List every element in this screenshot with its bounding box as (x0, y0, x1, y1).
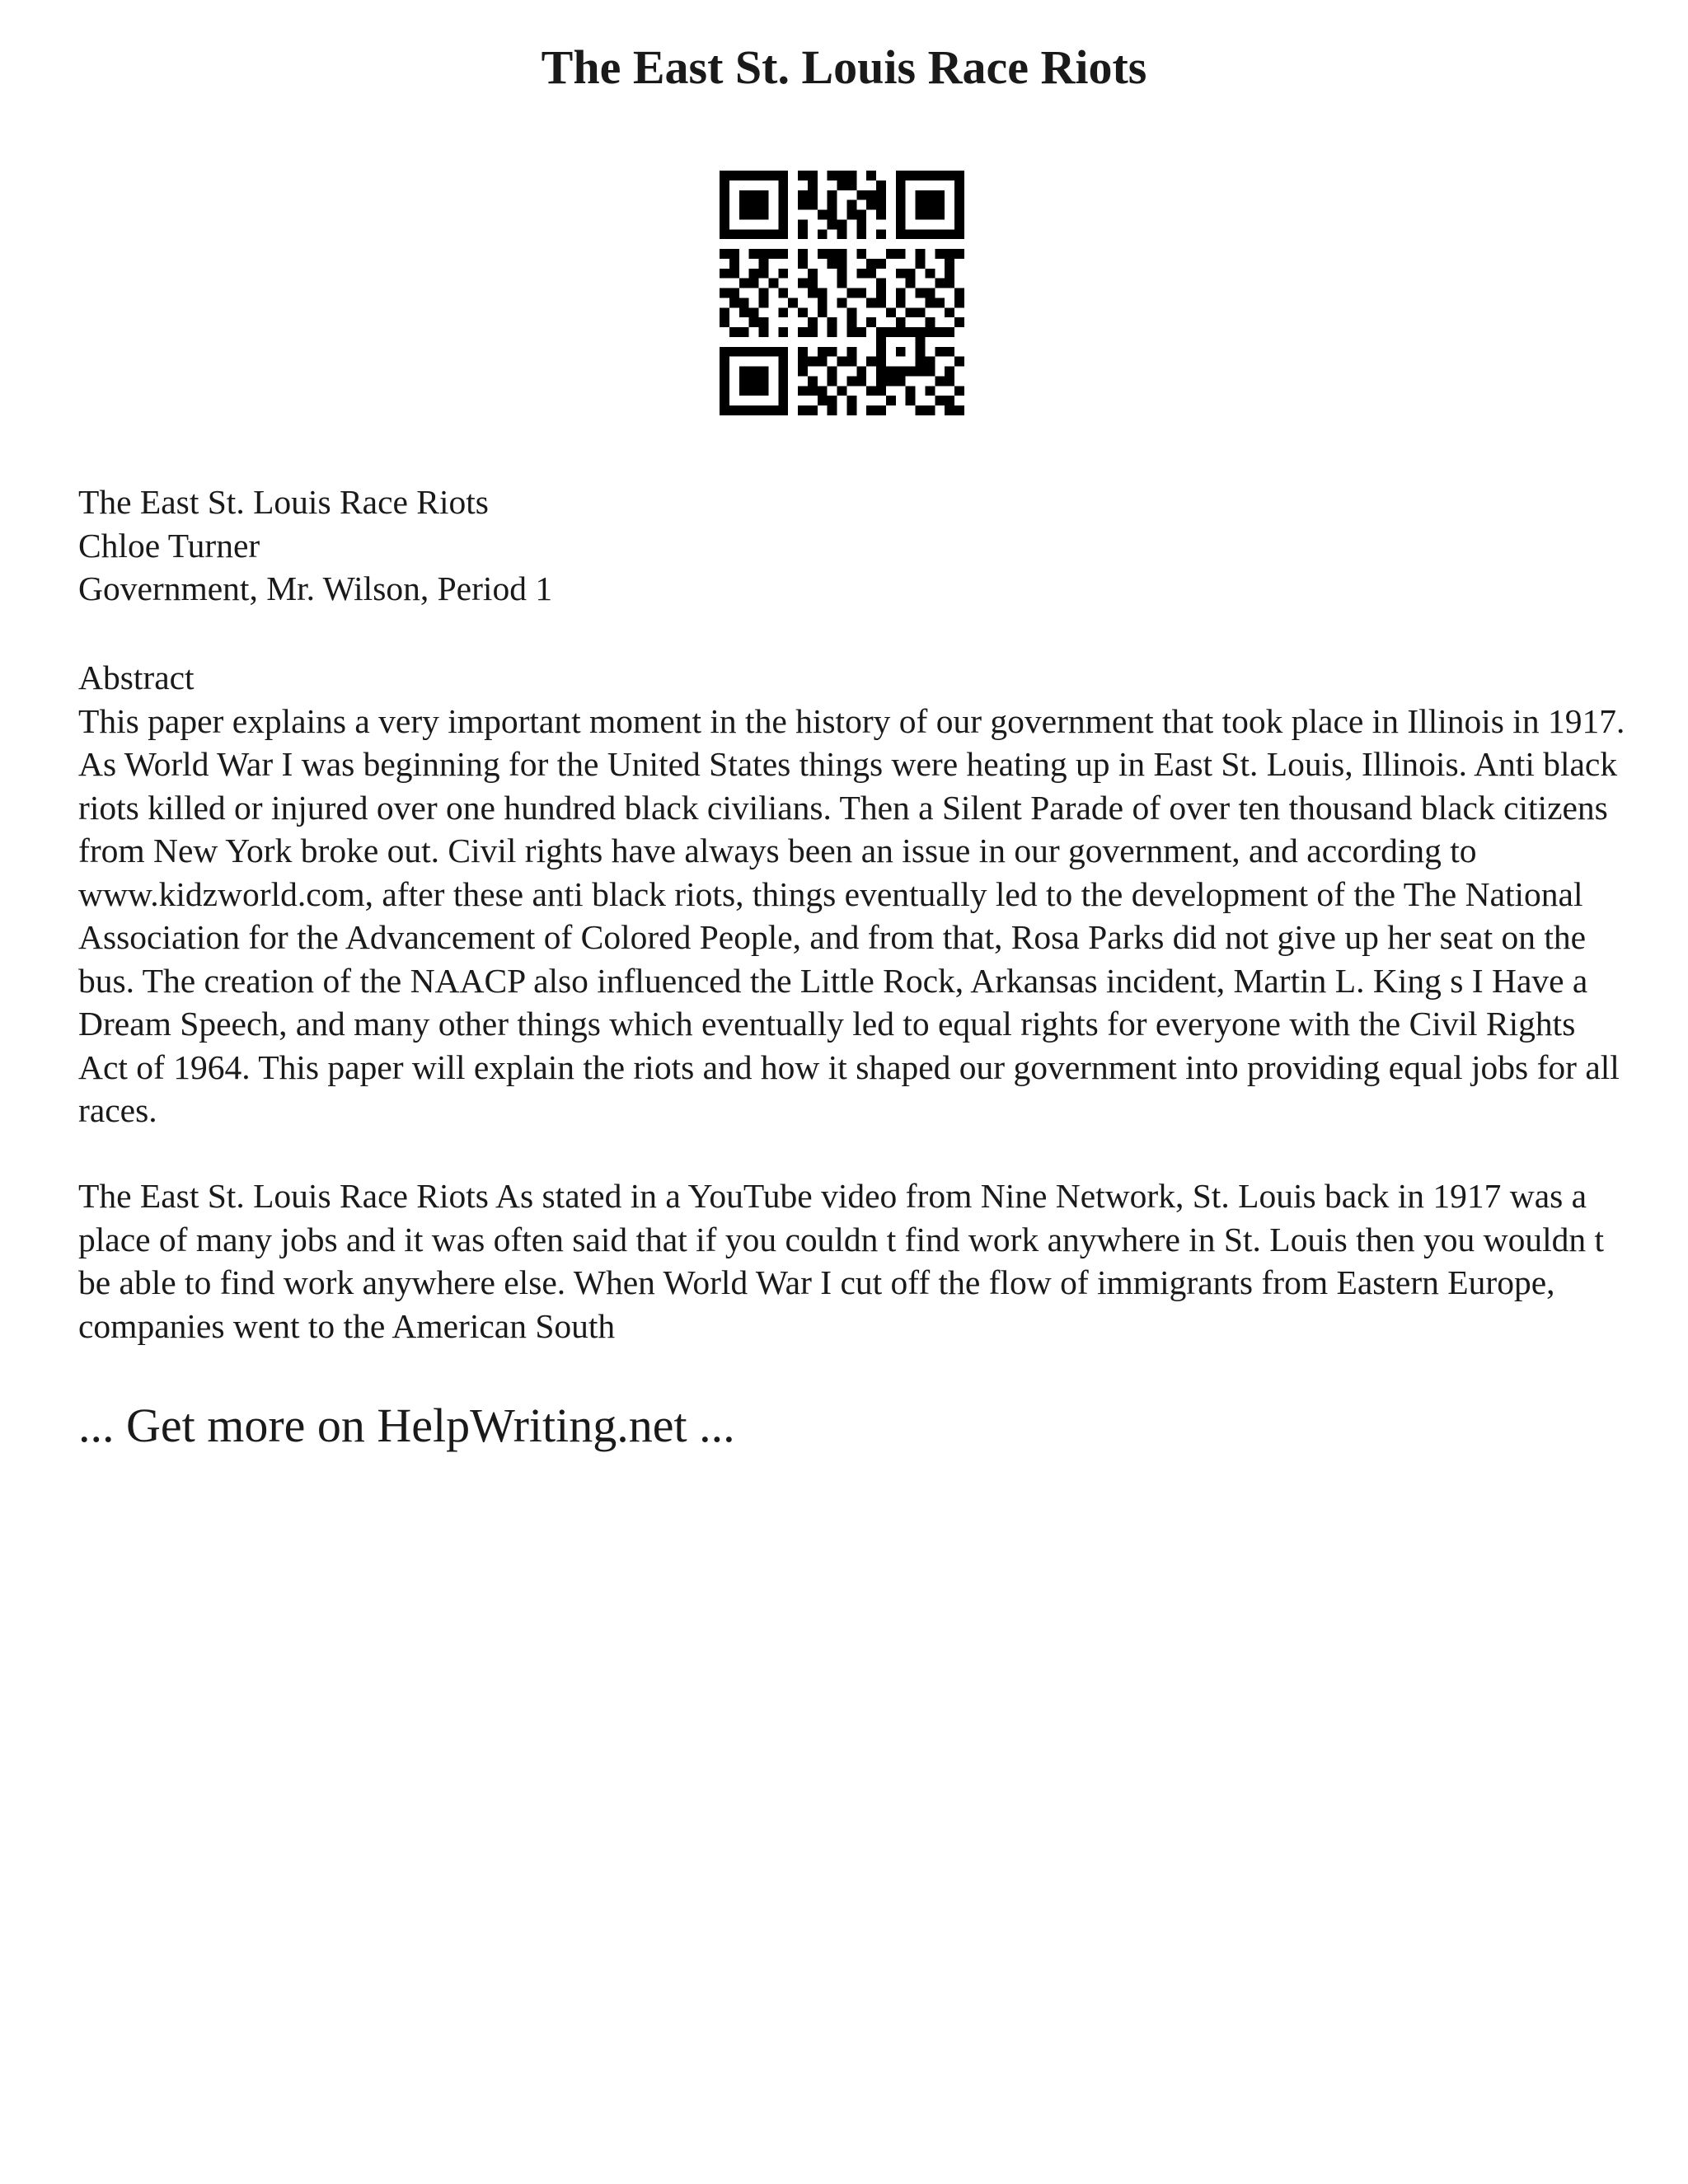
abstract-section (78, 656, 1628, 1132)
class-info: Government, Mr. Wilson, Period 1 (78, 569, 553, 607)
get-more-link[interactable]: ... Get more on HelpWriting.net ... (78, 1399, 735, 1452)
body-paragraph: The East St. Louis Race Riots As stated in a YouTube video from Nine Network, St. Louis back in 1917 was a place of many jobs and it was often said that if you couldn t find work anywhere in St. Louis then you wouldn t be able to find work anywhere else. When World War I cut off the flow of immigrants from Eastern Europe, companies went to the American South (78, 1177, 1605, 1345)
page-title: The East St. Louis Race Riots (541, 40, 1147, 94)
paper-header (78, 480, 1628, 611)
author-name: Chloe Turner (78, 526, 260, 565)
qr-code-icon[interactable] (720, 171, 964, 415)
paper-title: The East St. Louis Race Riots (78, 483, 489, 521)
abstract-text: This paper explains a very important moment in the history of our government that took place in Illinois in 1917. As World War I was beginning for the United States things were heating up in East St. Louis, Illinois. Anti black riots killed or injured over one hundred black civilians. Then a Silent Parade of over ten thousand black citizens from New York broke out. Civil rights have always been an issue in our government, and according to www.kidzworld.com, after these anti black riots, things eventually led to the development of the The National Association for the Advancement of Colored People, and from that, Rosa Parks did not give up her seat on the bus. The creation of the NAACP also influenced the Little Rock, Arkansas incident, Martin L. King s I Have a Dream Speech, and many other things which eventually led to equal rights for everyone with the Civil Rights Act of 1964. This paper will explain the riots and how it shaped our government into providing equal jobs for all races. (78, 701, 1625, 1129)
abstract-heading: Abstract (78, 658, 195, 696)
